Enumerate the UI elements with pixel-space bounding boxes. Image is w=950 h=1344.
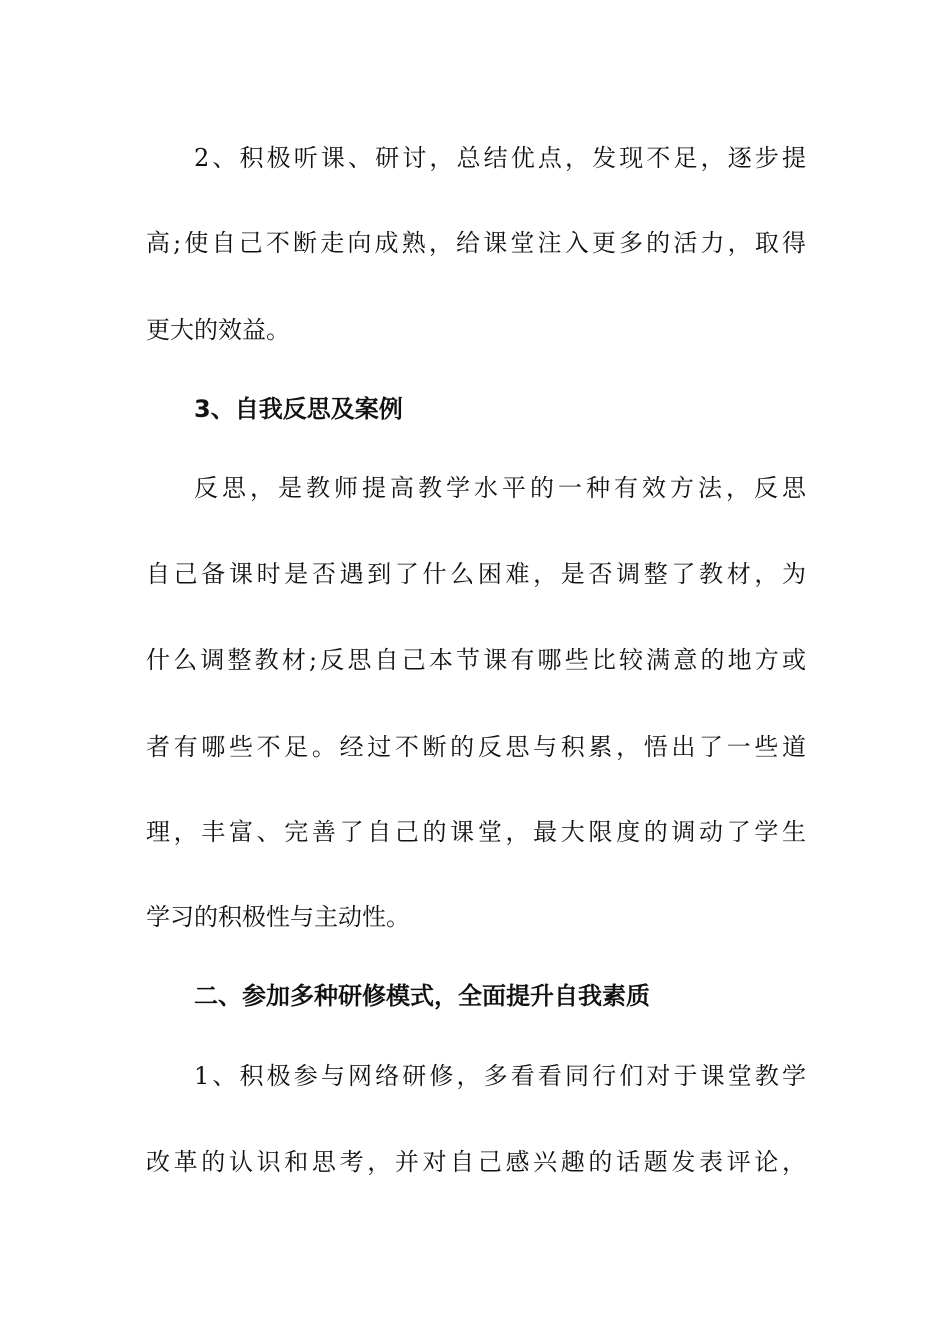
paragraph-line: 者有哪些不足。经过不断的反思与积累，悟出了一些道: [146, 733, 806, 761]
section-heading: 3、自我反思及案例: [194, 395, 403, 423]
paragraph-line: 更大的效益。: [146, 316, 290, 344]
paragraph-line: 学习的积极性与主动性。: [146, 903, 410, 931]
paragraph-line: 1、积极参与网络研修，多看看同行们对于课堂教学: [194, 1062, 806, 1090]
paragraph-line: 改革的认识和思考，并对自己感兴趣的话题发表评论，: [146, 1148, 806, 1176]
paragraph-line: 高;使自己不断走向成熟，给课堂注入更多的活力，取得: [146, 229, 806, 257]
paragraph-line: 什么调整教材;反思自己本节课有哪些比较满意的地方或: [146, 646, 806, 674]
paragraph-line: 理，丰富、完善了自己的课堂，最大限度的调动了学生: [146, 818, 806, 846]
paragraph-line: 2、积极听课、研讨，总结优点，发现不足，逐步提: [194, 144, 806, 172]
paragraph-line: 自己备课时是否遇到了什么困难，是否调整了教材，为: [146, 560, 806, 588]
section-heading: 二、参加多种研修模式，全面提升自我素质: [194, 982, 650, 1010]
paragraph-line: 反思，是教师提高教学水平的一种有效方法，反思: [194, 474, 806, 502]
